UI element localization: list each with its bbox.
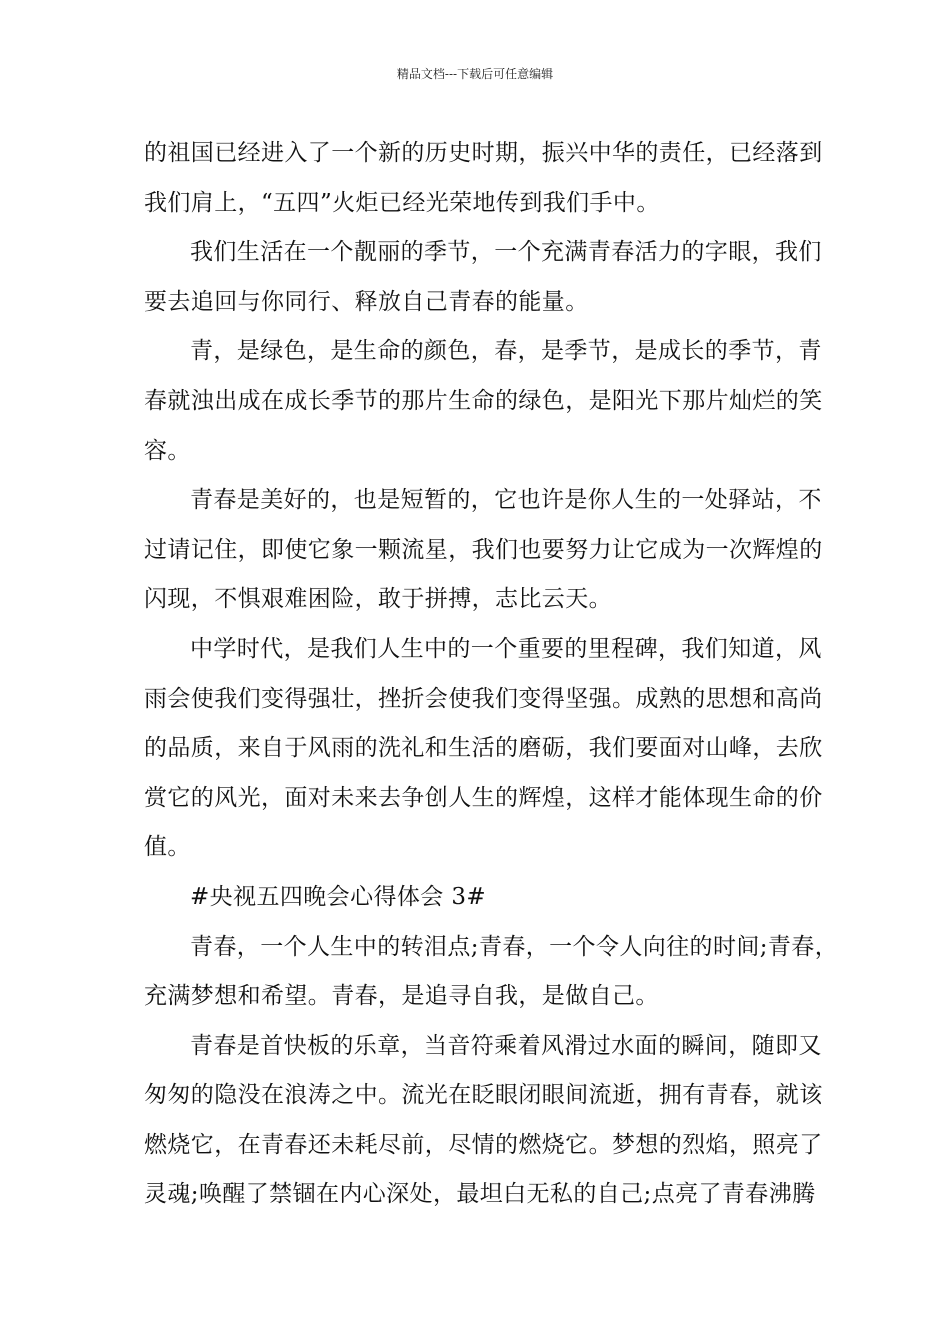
- document-body: [144, 129, 839, 1220]
- text-line-7: 容。: [144, 437, 191, 464]
- text-line-1: 的祖国已经进入了一个新的历史时期，振兴中华的责任，已经落到: [144, 140, 823, 166]
- text-line-17: 青春，一个人生中的转泪点;青春，一个令人向往的时间;青春，: [190, 933, 839, 960]
- text-line-10: 闪现，不惧艰难困险，敢于拼搏，志比云天。: [144, 586, 612, 613]
- text-line-11: 中学时代，是我们人生中的一个重要的里程碑，我们知道，风: [190, 635, 822, 662]
- text-line-6: 春就浊出成在成长季节的那片生命的绿色，是阳光下那片灿烂的笑: [144, 387, 823, 414]
- text-line-13: 的品质，来自于风雨的洗礼和生活的磨砺，我们要面对山峰，去欣: [144, 735, 823, 762]
- text-line-12: 雨会使我们变得强壮，挫折会使我们变得坚强。成熟的思想和高尚: [144, 685, 823, 712]
- text-line-20: 匆匆的隐没在浪涛之中。流光在眨眼闭眼间流逝，拥有青春，就该: [144, 1082, 823, 1109]
- text-line-18: 充满梦想和希望。青春，是追寻自我，是做自己。: [144, 983, 659, 1010]
- section-heading: #央视五四晚会心得体会 3#: [190, 883, 487, 910]
- text-line-2: 我们肩上，“五四”火炬已经光荣地传到我们手中。: [144, 189, 660, 216]
- text-line-15: 值。: [144, 834, 191, 861]
- text-line-4: 要去追回与你同行、释放自己青春的能量。: [144, 288, 589, 315]
- text-line-5: 青，是绿色，是生命的颜色，春，是季节，是成长的季节，青: [190, 338, 822, 365]
- text-line-9: 过请记住，即使它象一颗流星，我们也要努力让它成为一次辉煌的: [144, 536, 823, 563]
- page-header: 精品文档---下载后可任意编辑: [396, 67, 554, 81]
- text-line-22: 灵魂;唤醒了禁锢在内心深处，最坦白无私的自己;点亮了青春沸腾: [144, 1181, 816, 1208]
- text-line-19: 青春是首快板的乐章，当音符乘着风滑过水面的瞬间，随即又: [190, 1032, 822, 1059]
- text-line-3: 我们生活在一个靓丽的季节，一个充满青春活力的字眼，我们: [190, 239, 822, 266]
- text-line-14: 赏它的风光，面对未来去争创人生的辉煌，这样才能体现生命的价: [144, 784, 823, 811]
- text-line-21: 燃烧它，在青春还未耗尽前，尽情的燃烧它。梦想的烈焰，照亮了: [144, 1131, 823, 1158]
- text-line-8: 青春是美好的，也是短暂的，它也许是你人生的一处驿站，不: [190, 487, 822, 514]
